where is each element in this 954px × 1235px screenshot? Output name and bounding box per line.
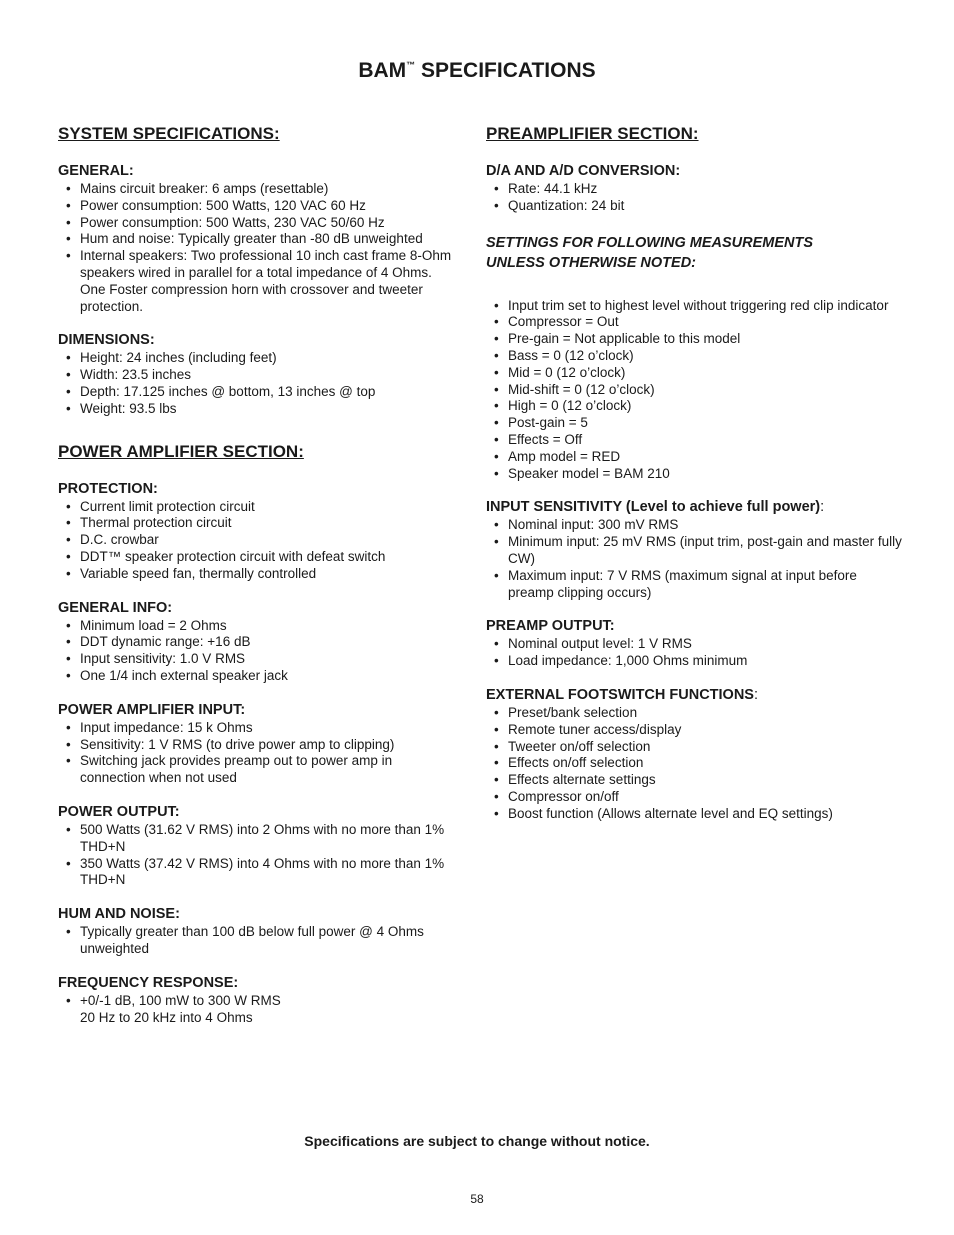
list-item: • Effects on/off selection — [486, 755, 906, 772]
list-item: • Sensitivity: 1 V RMS (to drive power amp to clipping) — [58, 737, 458, 754]
list-item: • Load impedance: 1,000 Ohms minimum — [486, 653, 906, 670]
subhead-hum-and-noise: HUM AND NOISE: — [58, 906, 180, 923]
subhead-general: GENERAL: — [58, 163, 134, 179]
list-item: • Effects alternate settings — [486, 772, 906, 789]
list-item: • Remote tuner access/display — [486, 722, 906, 739]
subhead-conversion: D/A AND A/D CONVERSION: — [486, 163, 681, 179]
title-main: BAM — [358, 59, 407, 82]
list-item: • Switching jack provides preamp out to power amp in connection when not used — [58, 753, 458, 787]
list-item: • 350 Watts (37.42 V RMS) into 4 Ohms with no more than 1% THD+N — [58, 856, 458, 890]
list-item: • High = 0 (12 o’clock) — [486, 398, 906, 415]
list-item: • Input impedance: 15 k Ohms — [58, 720, 458, 737]
list-item: • Minimum input: 25 mV RMS (input trim, post-gain and master fully CW) — [486, 534, 906, 568]
list-item: • Effects = Off — [486, 432, 906, 449]
list-item: • Bass = 0 (12 o’clock) — [486, 348, 906, 365]
list-item: • D.C. crowbar — [58, 532, 458, 549]
list-item: • Tweeter on/off selection — [486, 739, 906, 756]
list-hum-and-noise — [58, 924, 458, 958]
subhead-frequency-response: FREQUENCY RESPONSE: — [58, 974, 239, 991]
list-item: • Boost function (Allows alternate level and EQ settings) — [486, 806, 906, 823]
list-preamp-output — [486, 636, 906, 670]
list-item: • 500 Watts (31.62 V RMS) into 2 Ohms with no more than 1% THD+N — [58, 822, 458, 856]
list-footswitch — [486, 705, 906, 823]
list-item: • Post-gain = 5 — [486, 415, 906, 432]
list-item: • Speaker model = BAM 210 — [486, 466, 906, 483]
page-title — [0, 52, 954, 84]
list-item: • Thermal protection circuit — [58, 515, 458, 532]
list-item: • Maximum input: 7 V RMS (maximum signal at input before preamp clipping occurs) — [486, 568, 906, 602]
subhead-power-output: POWER OUTPUT: — [58, 803, 180, 820]
title-rest: SPECIFICATIONS — [415, 59, 596, 82]
list-power-output — [58, 822, 458, 889]
list-item: • Amp model = RED — [486, 449, 906, 466]
subhead-input-sensitivity: INPUT SENSITIVITY (Level to achieve full power): — [486, 499, 825, 516]
list-item: • Height: 24 inches (including feet) — [58, 350, 458, 367]
list-item: • Power consumption: 500 Watts, 230 VAC 50/60 Hz — [58, 215, 458, 232]
section-title-power-amplifier: POWER AMPLIFIER SECTION: — [58, 441, 304, 461]
left-column — [58, 124, 458, 1042]
list-protection — [58, 499, 458, 583]
list-item: • Power consumption: 500 Watts, 120 VAC 60 Hz — [58, 198, 458, 215]
list-item: • Depth: 17.125 inches @ bottom, 13 inches @ top — [58, 384, 458, 401]
list-item: • Variable speed fan, thermally controlled — [58, 566, 458, 583]
page-number: 58 — [470, 1192, 484, 1206]
list-item: • Nominal input: 300 mV RMS — [486, 517, 906, 534]
list-item: • Nominal output level: 1 V RMS — [486, 636, 906, 653]
list-item: • One 1/4 inch external speaker jack — [58, 668, 458, 685]
subhead-protection: PROTECTION: — [58, 480, 158, 497]
list-item: • Input sensitivity: 1.0 V RMS — [58, 651, 458, 668]
list-item: • Mains circuit breaker: 6 amps (resettable) — [58, 181, 458, 198]
section-title-system: SYSTEM SPECIFICATIONS: — [58, 124, 280, 143]
trademark-mark: ™ — [406, 60, 416, 70]
list-item: • DDT dynamic range: +16 dB — [58, 634, 458, 651]
list-dimensions — [58, 350, 458, 417]
section-title-preamplifier: PREAMPLIFIER SECTION: — [486, 124, 699, 143]
list-item: • Mid-shift = 0 (12 o’clock) — [486, 382, 906, 399]
list-item: • Compressor = Out — [486, 314, 906, 331]
list-input-sensitivity — [486, 517, 906, 601]
list-conversion — [486, 181, 906, 215]
list-item: • Weight: 93.5 lbs — [58, 401, 458, 418]
list-general — [58, 181, 458, 315]
list-item: • Rate: 44.1 kHz — [486, 181, 906, 198]
list-frequency-response — [58, 993, 458, 1027]
list-item: • Compressor on/off — [486, 789, 906, 806]
footer-note: Specifications are subject to change without notice. — [304, 1133, 650, 1149]
list-item: • Quantization: 24 bit — [486, 198, 906, 215]
subhead-preamp-output: PREAMP OUTPUT: — [486, 618, 615, 635]
right-column — [486, 124, 906, 839]
list-item: • Input trim set to highest level without triggering red clip indicator — [486, 298, 906, 315]
list-power-amplifier-input — [58, 720, 458, 787]
list-item: • DDT™ speaker protection circuit with defeat switch — [58, 549, 458, 566]
list-item: • Hum and noise: Typically greater than -80 dB unweighted — [58, 231, 458, 248]
list-item: • Mid = 0 (12 o’clock) — [486, 365, 906, 382]
list-item: • +0/-1 dB, 100 mW to 300 W RMS 20 Hz to 20 kHz into 4 Ohms — [58, 993, 458, 1027]
subhead-footswitch: EXTERNAL FOOTSWITCH FUNCTIONS: — [486, 686, 759, 703]
settings-heading: SETTINGS FOR FOLLOWING MEASUREMENTS UNLESS OTHERWISE NOTED: — [486, 234, 814, 271]
list-item: • Current limit protection circuit — [58, 499, 458, 516]
list-item: • Pre-gain = Not applicable to this model — [486, 331, 906, 348]
list-item: • Minimum load = 2 Ohms — [58, 618, 458, 635]
subhead-power-amplifier-input: POWER AMPLIFIER INPUT: — [58, 701, 246, 718]
list-item: • Preset/bank selection — [486, 705, 906, 722]
list-item: • Width: 23.5 inches — [58, 367, 458, 384]
list-item: • Internal speakers: Two professional 10 inch cast frame 8-Ohm speakers wired in parallel for a total impedance of 4 Ohms. One Foster compression horn with crossover and tweeter protection. — [58, 248, 458, 315]
list-item: • Typically greater than 100 dB below full power @ 4 Ohms unweighted — [58, 924, 458, 958]
subhead-dimensions: DIMENSIONS: — [58, 332, 155, 349]
subhead-general-info: GENERAL INFO: — [58, 599, 173, 616]
list-settings — [486, 298, 906, 483]
list-general-info — [58, 618, 458, 685]
